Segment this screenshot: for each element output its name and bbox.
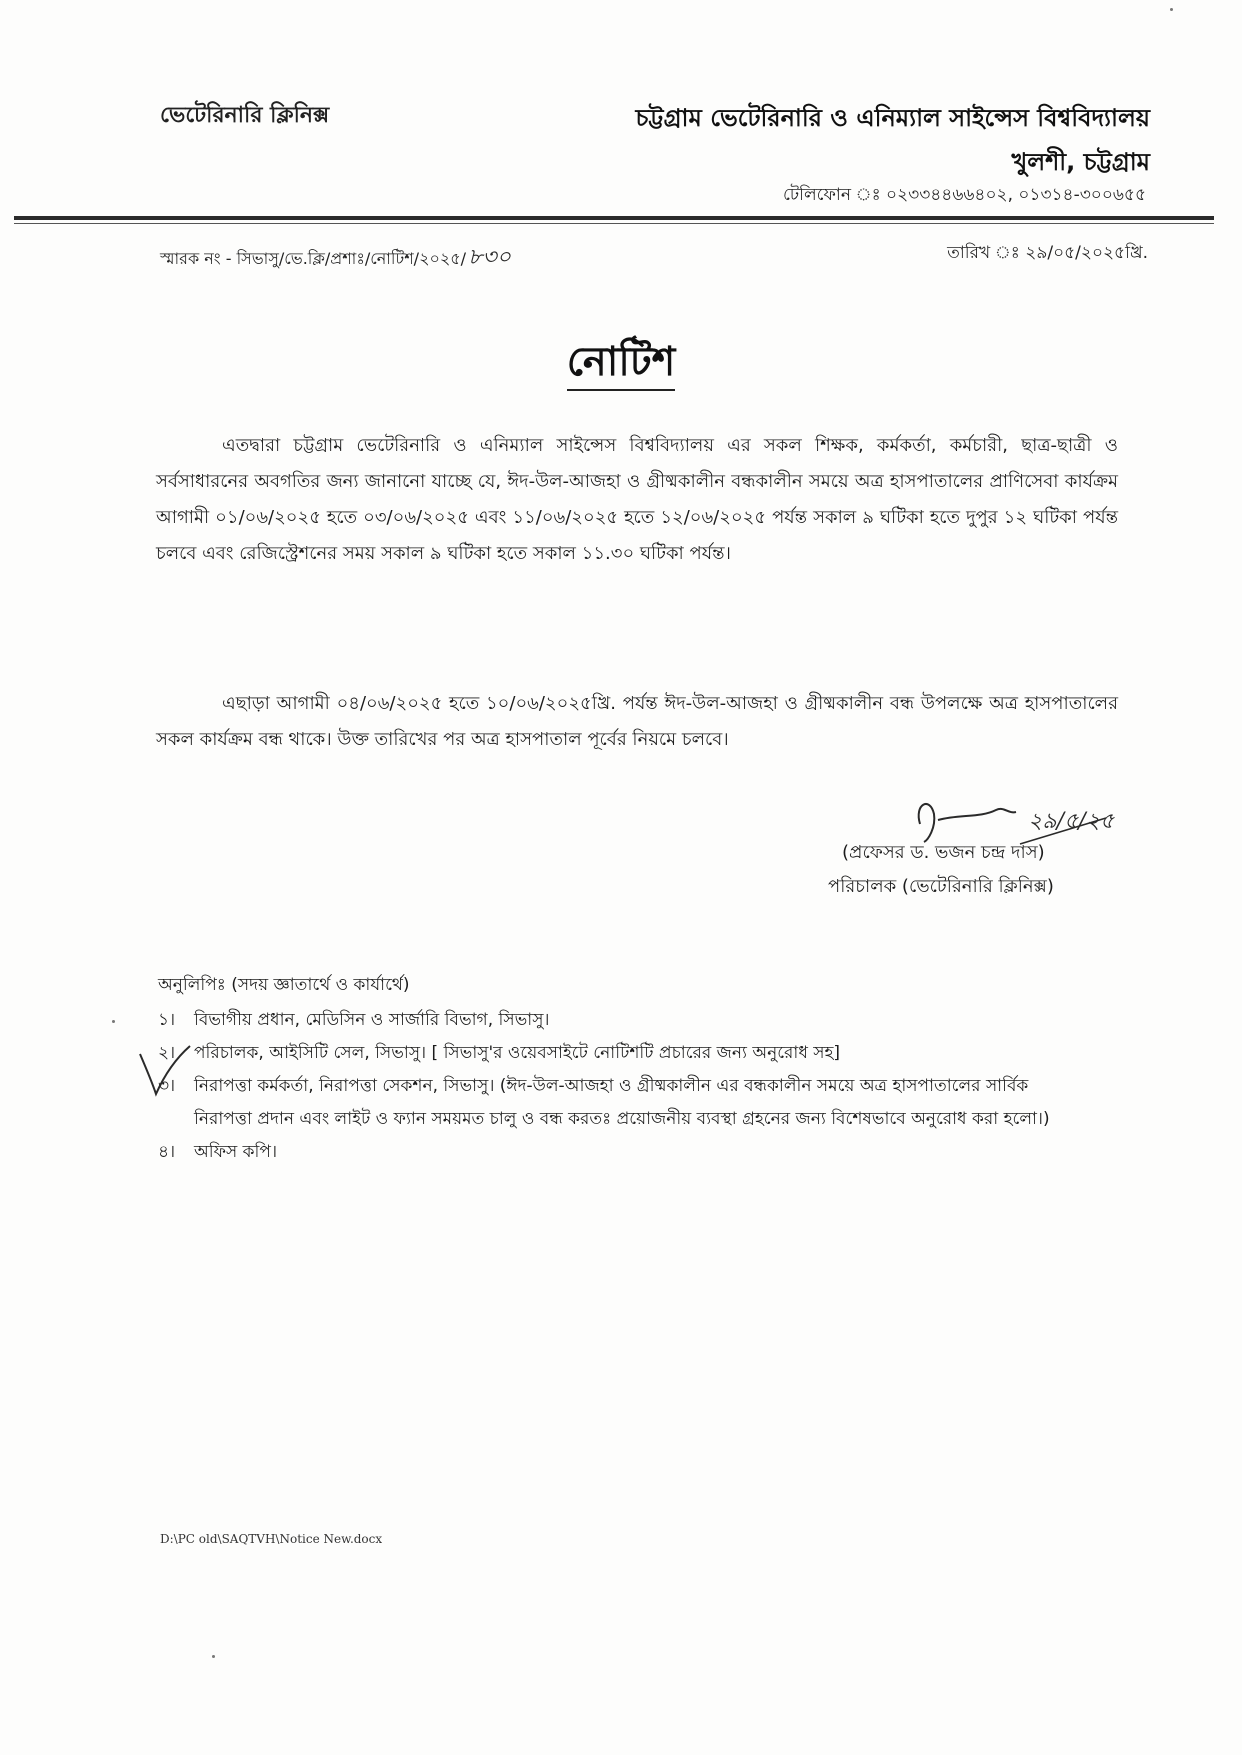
list-item-text: অফিস কপি। xyxy=(194,1142,278,1162)
handwritten-check-icon xyxy=(134,1040,194,1100)
list-item xyxy=(158,1070,1078,1136)
signature-date: ২৯/৫/২৫ xyxy=(1028,809,1115,834)
university-location: খুলশী, চট্টগ্রাম xyxy=(1011,148,1150,176)
list-item-number: ২। xyxy=(158,1043,176,1063)
notice-title-text: নোটিশ xyxy=(567,339,676,391)
list-item xyxy=(158,1004,1078,1037)
notice-date: তারিখ ঃ ২৯/০৫/২০২৫খ্রি. xyxy=(947,243,1148,263)
scan-speck xyxy=(212,1655,215,1658)
list-item-text: পরিচালক, আইসিটি সেল, সিভাসু। [ সিভাসু'র ওয়েবসাইটে নোটিশটি প্রচারের জন্য অনুরোধ সহ] xyxy=(194,1043,841,1063)
body-paragraph-2: এছাড়া আগামী ০৪/০৬/২০২৫ হতে ১০/০৬/২০২৫খ্রি. পর্যন্ত ঈদ-উল-আজহা ও গ্রীষ্মকালীন বন্ধ উপলক্ষে অত্র হাসপাতালের সকল কার্যক্রম বন্ধ থাকে। উক্ত তারিখের পর অত্র হাসপাতাল পূর্বের নিয়মে চলবে। xyxy=(156,693,1118,750)
memo-number xyxy=(160,240,511,277)
list-item-number: ৩। xyxy=(158,1076,176,1096)
scan-speck xyxy=(1170,8,1173,11)
header-divider-thin xyxy=(14,223,1214,224)
list-item-number: ১। xyxy=(158,1010,176,1030)
list-item-number: ৪। xyxy=(158,1142,176,1162)
phone-numbers: টেলিফোন ঃ ০২৩৩৪৪৬৬৪০২, ০১৩১৪-৩০০৬৫৫ xyxy=(782,185,1146,205)
scan-speck xyxy=(112,1020,115,1023)
signatory-designation: পরিচালক (ভেটেরিনারি ক্লিনিক্স) xyxy=(828,876,1054,897)
copies-list xyxy=(158,1004,1078,1169)
file-path-footer: D:\PC old\SAQTVH\Notice New.docx xyxy=(160,1532,383,1546)
header-divider-thick xyxy=(14,216,1214,220)
memo-number-text: স্মারক নং - সিভাসু/ভে.ক্লি/প্রশাঃ/নোটিশ/২০২৫/ xyxy=(160,249,467,268)
copies-heading: অনুলিপিঃ (সদয় জ্ঞাতার্থে ও কার্যার্থে) xyxy=(158,975,410,995)
letterhead xyxy=(635,96,1150,184)
clinic-name: ভেটেরিনারি ক্লিনিক্স xyxy=(160,103,330,128)
university-name: চট্টগ্রাম ভেটেরিনারি ও এনিম্যাল সাইন্সেস বিশ্ববিদ্যালয় xyxy=(635,104,1150,132)
memo-handwritten-number: ৮৩০ xyxy=(468,245,511,270)
list-item xyxy=(158,1136,1078,1169)
list-item-text: নিরাপত্তা কর্মকর্তা, নিরাপত্তা সেকশন, সিভাসু। (ঈদ-উল-আজহা ও গ্রীষ্মকালীন এর বন্ধকালীন সময়ে অত্র হাসপাতালের সার্বিক নিরাপত্তা প্রদান এবং লাইট ও ফ্যান সময়মত চালু ও বন্ধ করতঃ প্রয়োজনীয় ব্যবস্থা গ্রহনের জন্য বিশেষভাবে অনুরোধ করা হলো।) xyxy=(194,1076,1050,1129)
body-paragraph-1: এতদ্বারা চট্টগ্রাম ভেটেরিনারি ও এনিম্যাল সাইন্সেস বিশ্ববিদ্যালয় এর সকল শিক্ষক, কর্মকর্তা, কর্মচারী, ছাত্র-ছাত্রী ও সর্বসাধারনের অবগতির জন্য জানানো যাচ্ছে যে, ঈদ-উল-আজহা ও গ্রীষ্মকালীন বন্ধকালীন সময়ে অত্র হাসপাতালের প্রাণিসেবা কার্যক্রম আগামী ০১/০৬/২০২৫ হতে ০৩/০৬/২০২৫ এবং ১১/০৬/২০২৫ হতে ১২/০৬/২০২৫ পর্যন্ত সকাল ৯ ঘটিকা হতে দুপুর ১২ ঘটিকা পর্যন্ত চলবে এবং রেজিস্ট্রেশনের সময় সকাল ৯ ঘটিকা হতে সকাল ১১.৩০ ঘটিকা পর্যন্ত। xyxy=(156,435,1118,564)
list-item xyxy=(158,1037,1078,1070)
list-item-text: বিভাগীয় প্রধান, মেডিসিন ও সার্জারি বিভাগ, সিভাসু। xyxy=(194,1010,550,1030)
notice-title xyxy=(0,330,1242,397)
signatory-name: (প্রফেসর ড. ভজন চন্দ্র দাস) xyxy=(842,842,1045,863)
